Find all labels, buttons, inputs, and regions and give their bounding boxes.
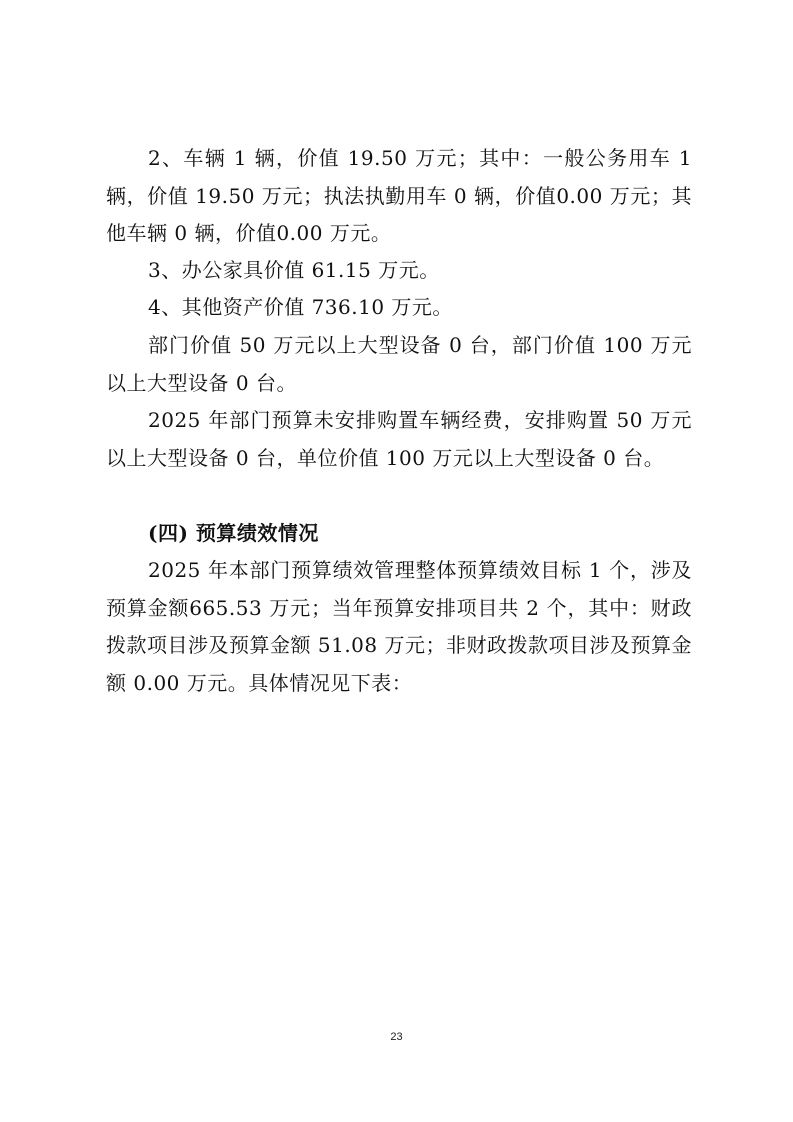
large-equipment-paragraph: 部门价值 50 万元以上大型设备 0 台，部门价值 100 万元以上大型设备 0 台。 [106,333,692,395]
office-furniture-paragraph: 3、办公家具价值 61.15 万元。 [148,258,440,282]
page-number: 23 [390,1031,403,1043]
other-assets-paragraph: 4、其他资产价值 736.10 万元。 [148,295,453,319]
performance-paragraph: 2025 年本部门预算绩效管理整体预算绩效目标 1 个，涉及预算金额665.53 万元；当年预算安排项目共 2 个，其中：财政拨款项目涉及预算金额 51.08 万元；非财政拨款项目涉及预算金额 0.00 万元。具体情况见下表： [106,558,692,695]
vehicles-paragraph: 2、车辆 1 辆，价值 19.50 万元；其中：一般公务用车 1 辆，价值 19.50 万元；执法执勤用车 0 辆，价值0.00 万元；其他车辆 0 辆，价值0.00 万元。 [106,146,692,245]
section-heading: (四) 预算绩效情况 [148,521,319,545]
purchase-budget-paragraph: 2025 年部门预算未安排购置车辆经费，安排购置 50 万元以上大型设备 0 台，单位价值 100 万元以上大型设备 0 台。 [106,408,692,470]
